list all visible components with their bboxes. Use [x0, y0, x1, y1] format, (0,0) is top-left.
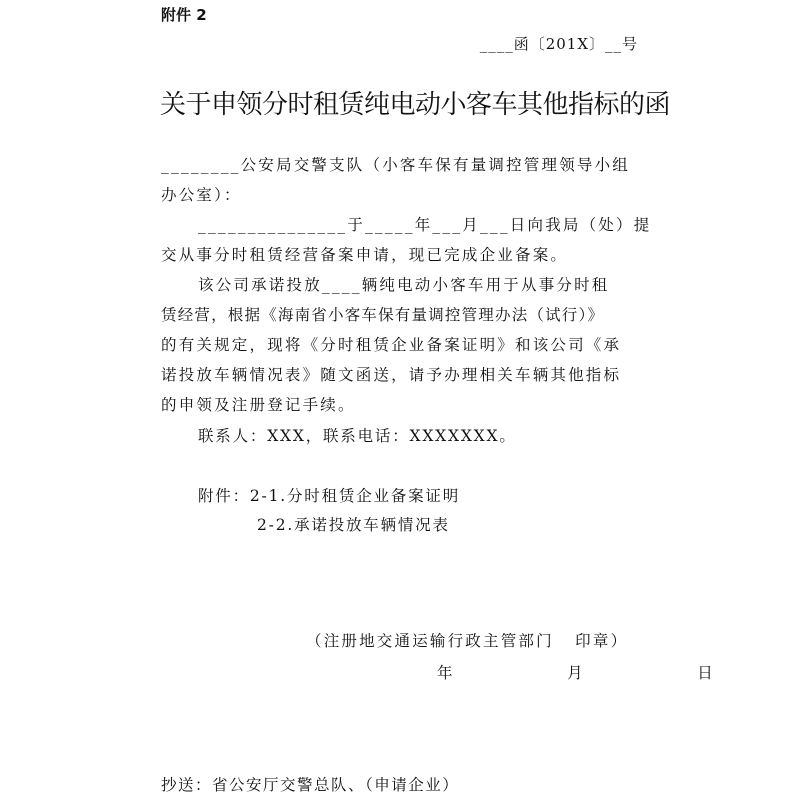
paragraph1-line-2: 交从事分时租赁经营备案申请，现已完成企业备案。 [161, 246, 569, 264]
addressee-line-2: 办公室）： [161, 186, 242, 204]
contact-info: 联系人：XXX，联系电话：XXXXXXX。 [198, 427, 517, 445]
document-number: ____函〔201X〕__号 [479, 35, 638, 53]
attachment-label: 附件 2 [161, 6, 207, 24]
paragraph2-line-1: 该公司承诺投放____辆纯电动小客车用于从事分时租 [198, 276, 610, 294]
date-placeholder: 年 月 日 [437, 664, 713, 682]
addressee-line-1: ________公安局交警支队（小客车保有量调控管理领导小组 [161, 156, 631, 174]
paragraph2-line-4: 诺投放车辆情况表》随文函送，请予办理相关车辆其他指标 [161, 366, 622, 384]
paragraph2-line-2: 赁经营，根据《海南省小客车保有量调控管理办法（试行）》 [161, 306, 605, 324]
cc-line: 抄送：省公安厅交警总队、（申请企业） [161, 776, 460, 794]
document-title: 关于申领分时租赁纯电动小客车其他指标的函 [160, 90, 671, 120]
attachment-item-1: 附件：2-1.分时租赁企业备案证明 [198, 487, 460, 505]
paragraph1-line-1: _______________于_____年___月___日向我局（处）提 [198, 216, 652, 234]
paragraph2-line-3: 的有关规定，现将《分时租赁企业备案证明》和该公司《承 [161, 336, 622, 354]
attachment-item-2: 2-2.承诺投放车辆情况表 [257, 516, 450, 534]
paragraph2-line-5: 的申领及注册登记手续。 [161, 396, 356, 414]
seal-placeholder: （注册地交通运输行政主管部门 印章） [306, 632, 629, 650]
